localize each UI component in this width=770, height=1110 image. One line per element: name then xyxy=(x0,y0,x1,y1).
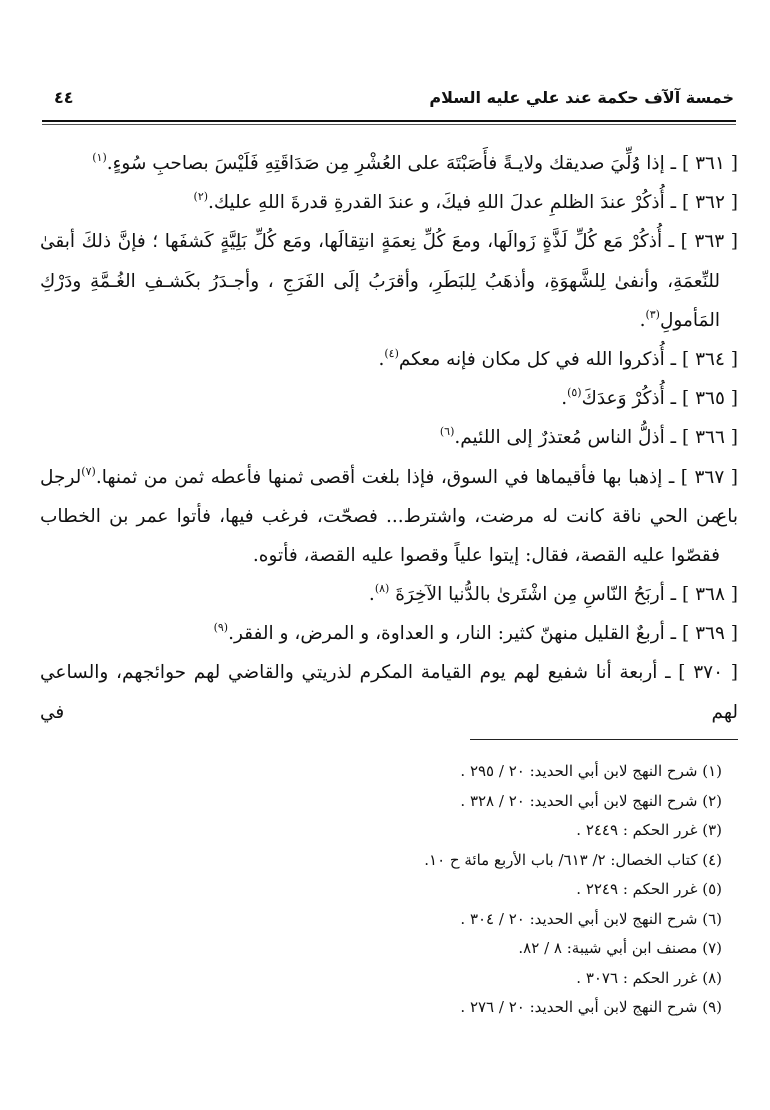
footnote: (١) شرح النهج لابن أبي الحديد: ٢٠ / ٢٩٥ . xyxy=(460,762,722,780)
footnote-ref: (٦) xyxy=(439,425,455,439)
footnote-ref: (٣) xyxy=(645,307,660,321)
footnote: (٨) غرر الحكم : ٣٠٧٦ . xyxy=(576,968,722,987)
page-header xyxy=(42,86,734,116)
footnote: (٢) شرح النهج لابن أبي الحديد: ٢٠ / ٣٢٨ . xyxy=(460,791,722,810)
footnote-ref: (٥) xyxy=(567,386,582,400)
main-text xyxy=(40,144,738,723)
line-text: للنِّعمَةِ، وأنفىٰ لِلشَّهوَةِ، وأذهَبُ لِلبَطَرِ، وأقرَبُ إلَى الفَرَجِ ، وأجـدَرُ بكَشـفِ الغُـمَّةِ ودَرْكِ xyxy=(40,270,720,292)
line-text: [ ٣٦٣ ] ـ أُذكُرْ مَع كُلِّ لَذَّةٍ زَوالَها، ومعَ كُلِّ نِعمَةٍ انتِقالَها، ومَع كُلِّ بَلِيَّةٍ كَشفَها ؛ فإنَّ ذلكَ أبقىٰ xyxy=(40,231,738,253)
footnotes xyxy=(424,757,722,1023)
text-line xyxy=(40,144,738,183)
footnote-ref: (١) xyxy=(92,151,107,164)
footnote-ref: (٤) xyxy=(384,346,399,360)
line-text: [ ٣٦٤ ] ـ أُذكروا الله في كل مكان فإنه معكم xyxy=(398,348,738,370)
header-rule xyxy=(42,120,736,122)
line-tail: . xyxy=(561,388,568,410)
footnote: (٤) كتاب الخصال: ٢/ ٦١٣/ باب الأربع مائة ح ١٠. xyxy=(424,850,722,869)
line-tail: . xyxy=(368,584,375,606)
footnote: (٦) شرح النهج لابن أبي الحديد: ٢٠ / ٣٠٤ . xyxy=(460,909,722,928)
footnote: (٥) غرر الحكم : ٢٢٤٩ . xyxy=(576,880,722,898)
text-line xyxy=(40,262,738,301)
line-text: من الحي ناقة كانت له مرضت، واشترط... فصحّت، فرغب فيها، فأتوا عمر بن الخطاب xyxy=(40,505,720,527)
text-line xyxy=(40,222,738,261)
line-text: [ ٣٦١ ] ـ إذا وُلِّيَ صديقك ولايـةً فأَصَبْتَهَ على العُشْرِ مِن صَدَاقَتِهِ فَلَيْسَ بصاحبِ سُوءٍ. xyxy=(106,153,738,174)
line-text: [ ٣٦٨ ] ـ أربَحُ النّاسِ مِن اشْتَرىٰ بالدُّنيا الآخِرَةَ xyxy=(389,584,738,606)
text-line xyxy=(40,614,738,653)
page-number: ٤٤ xyxy=(54,88,74,107)
book-title: خمسة آلآف حكمة عند علي عليه السلام xyxy=(429,88,734,107)
line-text: [ ٣٦٥ ] ـ أُذكُرْ وَعدَكَ xyxy=(581,388,738,410)
line-tail: لرجل باع xyxy=(40,466,738,527)
footnote-ref: (٢) xyxy=(193,190,209,204)
line-tail: . xyxy=(639,309,646,331)
text-line xyxy=(40,379,738,418)
footnote-ref: (٧) xyxy=(81,464,96,478)
text-line xyxy=(40,301,738,340)
line-text: [ ٣٦٢ ] ـ أُذكُرْ عندَ الظلمِ عدلَ اللهِ فيكَ، و عندَ القدرةِ قدرةَ اللهِ عليك. xyxy=(208,192,738,214)
text-line xyxy=(40,497,738,536)
text-line xyxy=(40,653,738,723)
line-text: [ ٣٦٧ ] ـ إذهبا بها فأقيماها في السوق، فإذا بلغت أقصى ثمنها فأعطه ثمن من ثمنها. xyxy=(95,466,738,488)
text-line xyxy=(40,575,738,614)
footnote-ref: (٨) xyxy=(374,582,390,596)
line-text: [ ٣٦٩ ] ـ أربعٌ القليل منهنّ كثير: النار، و العداوة، و المرض، و الفقر. xyxy=(228,623,738,645)
text-line xyxy=(40,183,738,222)
text-line xyxy=(40,418,738,457)
text-line xyxy=(40,340,738,379)
line-text: [ ٣٧٠ ] ـ أربعة أنا شفيع لهم يوم القيامة المكرم لذريتي والقاضي لهم حوائجهم، والساعي لهم في xyxy=(40,662,738,723)
line-text: فقصّوا عليه القصة، فقال: إيتوا علياً وقصوا عليه القصة، فأتوه. xyxy=(252,544,720,566)
header-rule-thin xyxy=(42,124,736,125)
line-text: [ ٣٦٦ ] ـ أذلُّ الناس مُعتذرٌ إلى اللئيم. xyxy=(454,427,738,449)
line-tail: . xyxy=(378,348,385,370)
footnote: (٧) مصنف ابن أبي شيبة: ٨ / ٨٢. xyxy=(518,939,722,957)
footnote-ref: (٩) xyxy=(213,621,229,635)
text-line xyxy=(40,536,738,575)
footnote-separator xyxy=(470,739,738,740)
footnote: (٣) غرر الحكم : ٢٤٤٩ . xyxy=(576,821,722,839)
line-text: المَأمولِ xyxy=(659,309,720,331)
footnote: (٩) شرح النهج لابن أبي الحديد: ٢٠ / ٢٧٦ . xyxy=(460,998,722,1016)
